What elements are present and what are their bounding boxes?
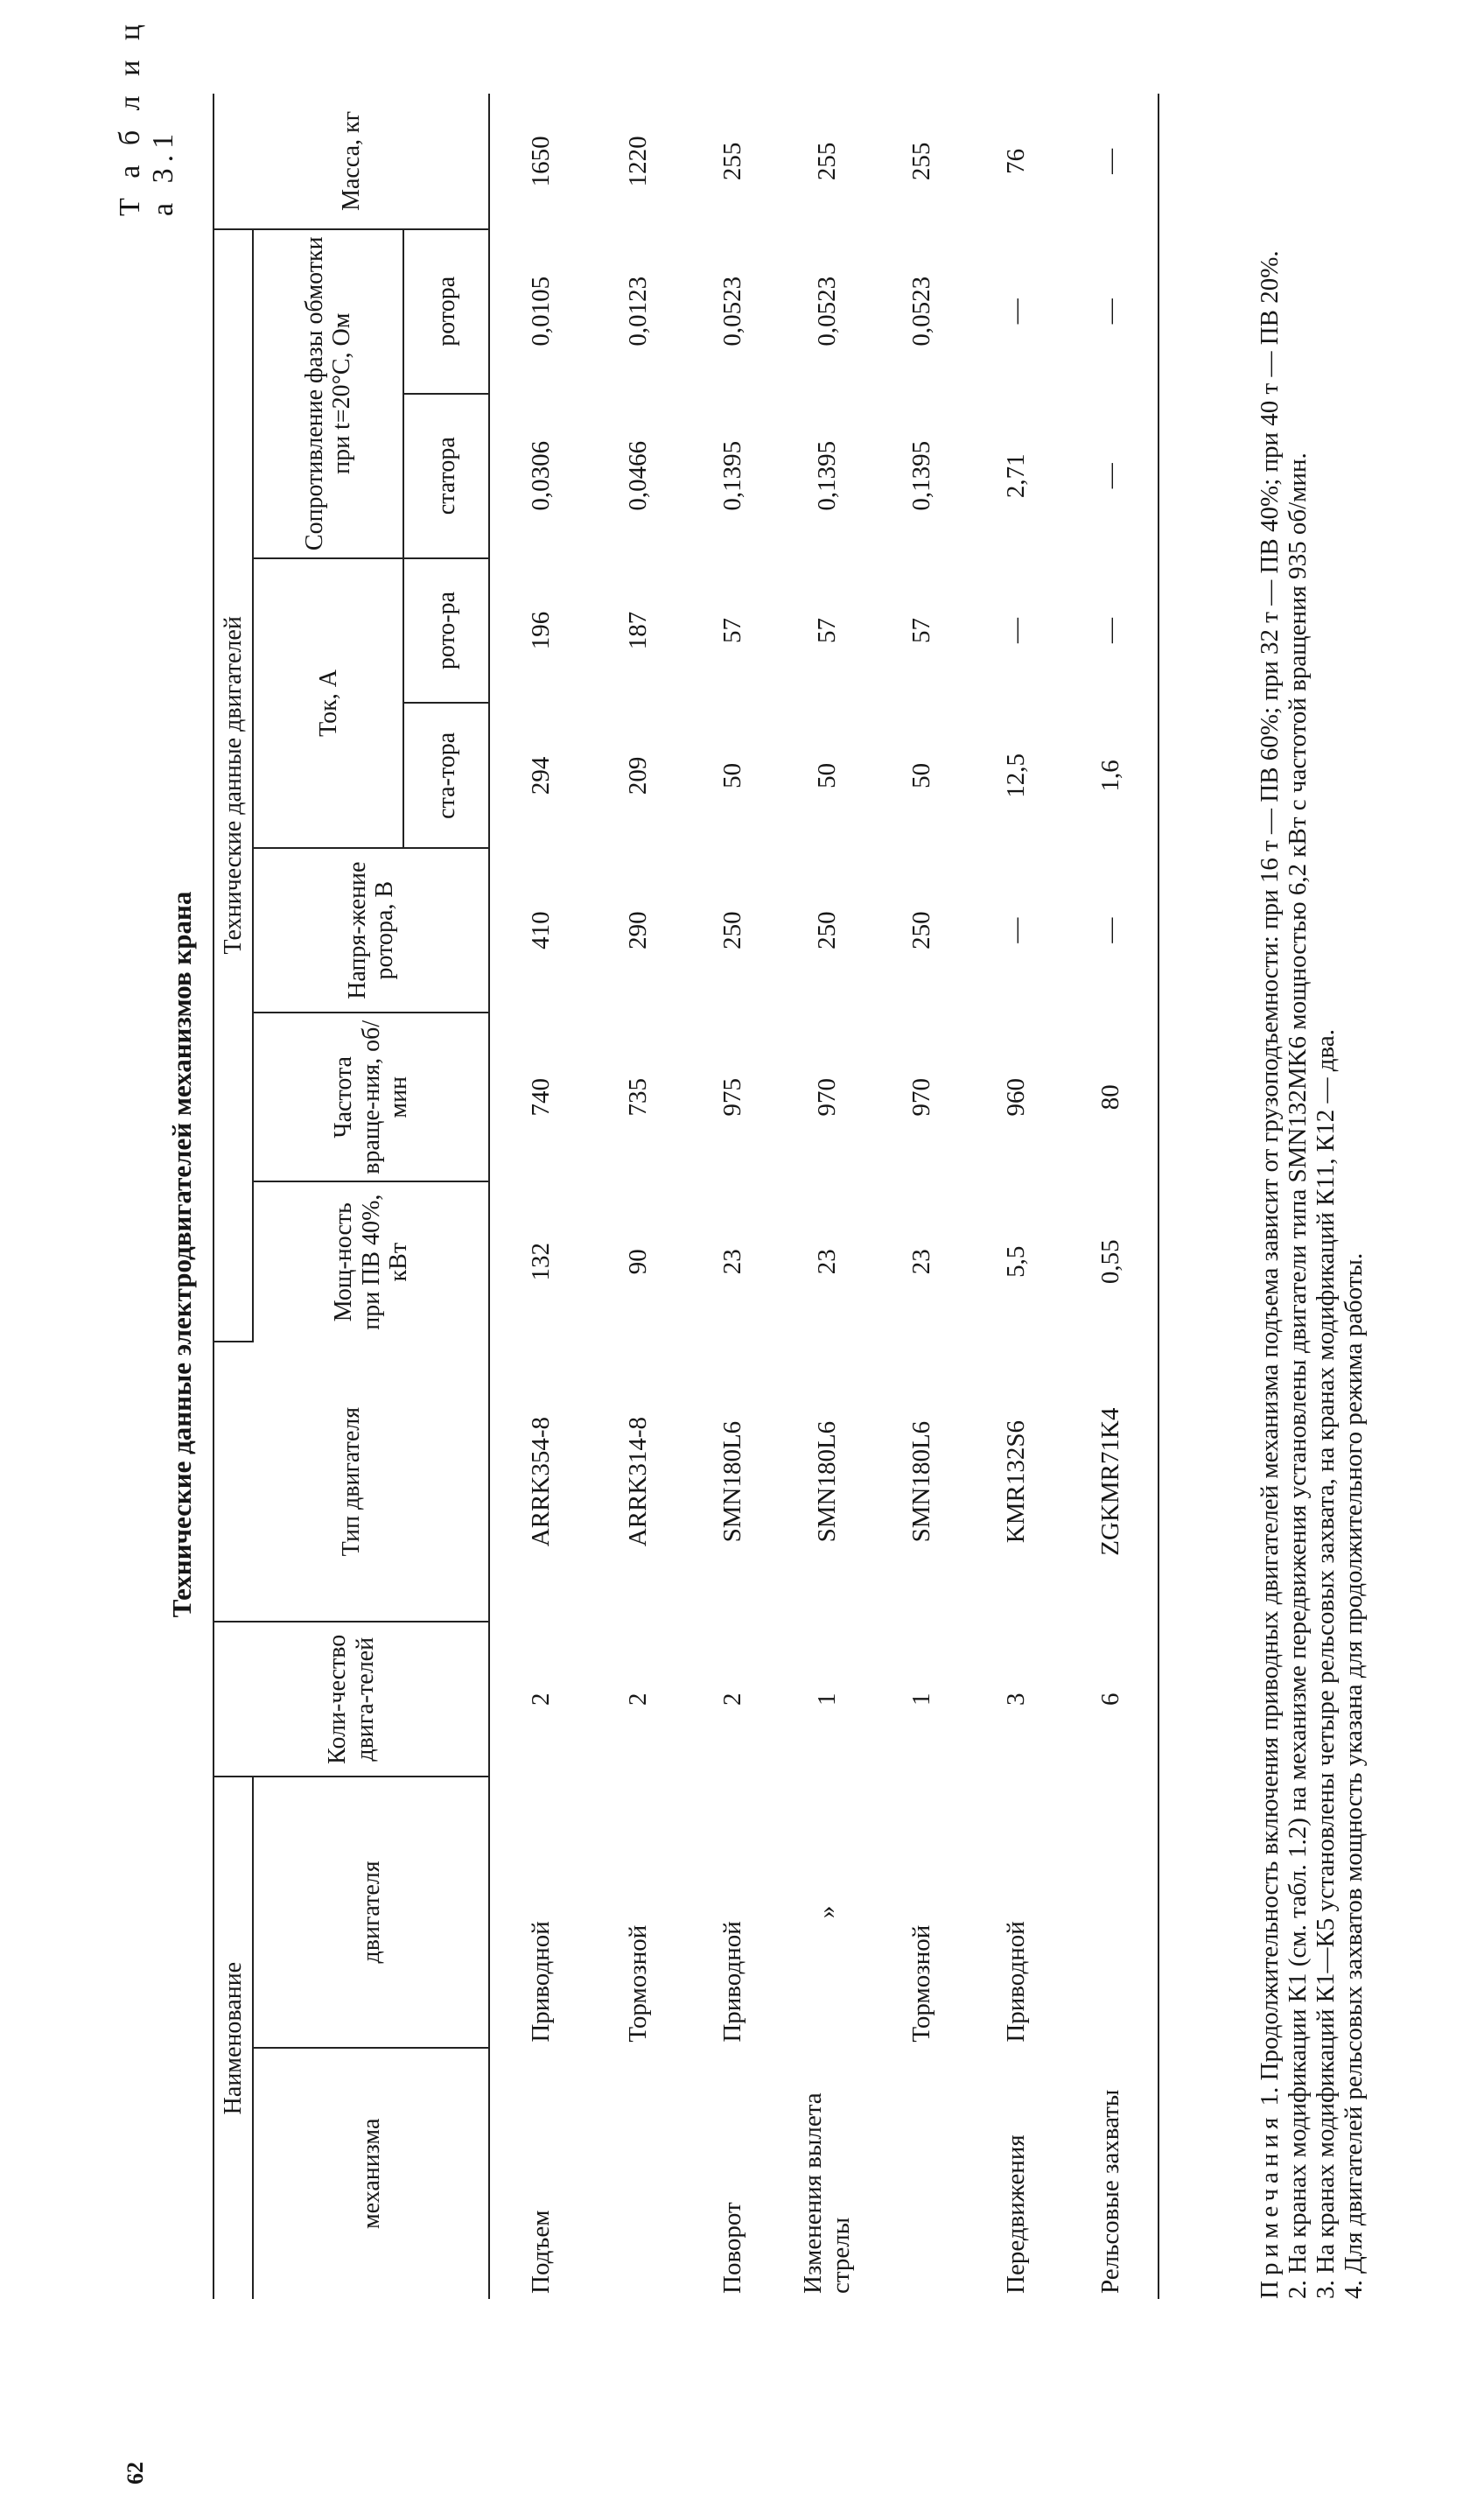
cell-motor: Приводной: [718, 1921, 747, 2043]
header-current-rotor: рото-ра: [403, 558, 489, 704]
header-quantity: Коли-чество двига-телей: [214, 1622, 489, 1777]
cell-i-rotor: 196: [526, 611, 555, 650]
cell-mechanism: Передвижения: [1002, 2134, 1031, 2294]
note-3: 3. На кранах модификаций К1—К5 установлены четыре рельсовых захвата, на кранах модификаций К11, К12 — два.: [1312, 1029, 1340, 2299]
cell-voltage: —: [1002, 917, 1031, 943]
cell-mechanism: Рельсовые захваты: [1063, 2048, 1158, 2299]
cell-speed: 80: [1063, 1013, 1158, 1181]
cell-power: 90: [624, 1249, 653, 1275]
cell-type: ARRK354-8: [526, 1417, 555, 1547]
table-caption: Технические данные электродвигателей механизмов крана: [166, 891, 197, 1618]
header-resistance-group: Сопротивление фазы обмотки при t=20°С, Ом: [253, 229, 403, 558]
cell-voltage: 250: [907, 911, 936, 950]
cell-voltage: 250: [813, 911, 842, 950]
header-tech-group: Технические данные двигателей: [214, 229, 253, 1342]
cell-r-stator: 2,71: [1002, 453, 1031, 499]
cell-speed: 975: [718, 1078, 747, 1117]
cell-qty: 1: [813, 1693, 842, 1707]
note-2: 2. На кранах модификации К1 (см. табл. 1.2) на механизме передвижения установлены двигатели типа SMN132MK6 мощностью 6,2 кВт с частотой вращения 935 об/мин.: [1284, 452, 1312, 2299]
cell-i-stator: 1,6: [1063, 703, 1158, 848]
header-current-stator: ста-тора: [403, 703, 489, 848]
cell-qty: 2: [624, 1693, 653, 1707]
cell-speed: 970: [813, 1078, 842, 1117]
cell-i-stator: 294: [526, 756, 555, 795]
cell-motor: Приводной: [526, 1921, 555, 2043]
table-row: [591, 94, 685, 2299]
notes: [1256, 94, 1368, 2299]
cell-qty: 6: [1063, 1622, 1158, 1777]
cell-mass: 255: [718, 142, 747, 181]
cell-qty: 3: [1002, 1693, 1031, 1707]
cell-power: 0,55: [1063, 1182, 1158, 1342]
cell-mechanism: [874, 2048, 969, 2299]
notes-heading: Примечания: [1256, 2112, 1284, 2299]
cell-power: 23: [907, 1249, 936, 1275]
cell-type: SMN180L6: [907, 1420, 936, 1543]
table-row: [874, 94, 969, 2299]
cell-i-rotor: 57: [813, 618, 842, 644]
table-row: [780, 94, 874, 2299]
note-4: 4. Для двигателей рельсовых захватов мощность указана для продолжительного режима работы.: [1340, 1252, 1368, 2299]
table-row: [969, 94, 1063, 2299]
cell-r-stator: 0,1395: [907, 440, 936, 511]
header-mass: Масса, кг: [214, 94, 489, 229]
cell-r-rotor: 0,0105: [526, 276, 555, 347]
cell-power: 23: [718, 1249, 747, 1275]
cell-type: SMN180L6: [813, 1420, 842, 1543]
table-row: [489, 94, 591, 2299]
cell-power: 23: [813, 1249, 842, 1275]
page-number: 62: [122, 2462, 148, 2484]
cell-voltage: 250: [718, 911, 747, 950]
cell-i-rotor: —: [1063, 558, 1158, 704]
cell-i-stator: 12,5: [1002, 753, 1031, 798]
cell-speed: 970: [907, 1078, 936, 1117]
cell-mass: 1220: [624, 136, 653, 187]
cell-r-rotor: 0,0523: [907, 276, 936, 347]
cell-mass: 76: [1002, 148, 1031, 174]
cell-motor: [1063, 1777, 1158, 2047]
motor-data-table: [213, 94, 1159, 2299]
cell-type: ARRK314-8: [624, 1417, 653, 1547]
cell-r-stator: 0,1395: [718, 440, 747, 511]
cell-i-rotor: 187: [624, 611, 653, 650]
cell-i-rotor: —: [1002, 618, 1031, 644]
cell-speed: 960: [1002, 1078, 1031, 1117]
header-res-rotor: ротора: [403, 229, 489, 394]
cell-motor: »: [813, 1905, 842, 1919]
header-mechanism: механизма: [253, 2048, 489, 2299]
cell-r-stator: 0,0466: [624, 440, 653, 511]
cell-motor: Тормозной: [907, 1924, 936, 2043]
cell-i-rotor: 57: [907, 618, 936, 644]
cell-r-rotor: —: [1063, 229, 1158, 394]
cell-i-stator: 50: [718, 762, 747, 788]
cell-r-rotor: 0,0523: [718, 276, 747, 347]
header-type: Тип двигателя: [214, 1342, 489, 1622]
cell-r-rotor: 0,0123: [624, 276, 653, 347]
cell-mechanism: Поворот: [718, 2202, 747, 2294]
cell-qty: 2: [526, 1693, 555, 1707]
cell-voltage: 290: [624, 911, 653, 950]
cell-mechanism: Подъем: [526, 2210, 555, 2294]
cell-r-stator: 0,1395: [813, 440, 842, 511]
cell-motor: Тормозной: [624, 1924, 653, 2043]
cell-mass: 255: [907, 142, 936, 181]
cell-voltage: 410: [526, 911, 555, 950]
cell-mechanism: Изменения вылета стрелы: [798, 2092, 856, 2294]
cell-mass: 1650: [526, 136, 555, 187]
cell-mechanism: [591, 2048, 685, 2299]
header-motor: двигателя: [253, 1777, 489, 2047]
table-row: [1063, 94, 1158, 2299]
cell-r-stator: —: [1063, 394, 1158, 558]
header-res-stator: статора: [403, 394, 489, 558]
cell-type: ZGKMR71K4: [1063, 1342, 1158, 1622]
note-1: [1256, 94, 1284, 2299]
header-name-group: Наименование: [214, 1777, 253, 2299]
cell-r-stator: 0,0306: [526, 440, 555, 511]
cell-qty: 1: [907, 1693, 936, 1707]
header-current-group: Ток, А: [253, 558, 403, 849]
table-row: [685, 94, 780, 2299]
cell-power: 5,5: [1002, 1245, 1031, 1278]
header-power: Мощ-ность при ПВ 40%, кВт: [253, 1182, 489, 1342]
cell-qty: 2: [718, 1693, 747, 1707]
cell-speed: 740: [526, 1078, 555, 1117]
cell-i-rotor: 57: [718, 618, 747, 644]
cell-i-stator: 50: [907, 762, 936, 788]
cell-i-stator: 209: [624, 756, 653, 795]
cell-r-rotor: —: [1002, 298, 1031, 325]
cell-motor: Приводной: [1002, 1921, 1031, 2043]
header-rotor-voltage: Напря-жение ротора, В: [253, 848, 489, 1013]
cell-mass: 255: [813, 142, 842, 181]
cell-voltage: —: [1063, 848, 1158, 1013]
cell-r-rotor: 0,0523: [813, 276, 842, 347]
note-1-text: 1. Продолжительность включения приводных двигателей механизма подъема зависит от грузоподъемности: при 16 т — ПВ 60%; при 32 т — ПВ 40%; при 40 т — ПВ 20%.: [1256, 250, 1284, 2106]
table-label: Т а б л и ц а 3.1: [114, 18, 179, 216]
header-speed: Частота враще-ния, об/мин: [253, 1013, 489, 1181]
cell-mass: —: [1063, 94, 1158, 229]
cell-power: 132: [526, 1242, 555, 1281]
cell-speed: 735: [624, 1078, 653, 1117]
cell-type: SMN180L6: [718, 1420, 747, 1543]
cell-i-stator: 50: [813, 762, 842, 788]
cell-type: KMR132S6: [1002, 1420, 1031, 1544]
